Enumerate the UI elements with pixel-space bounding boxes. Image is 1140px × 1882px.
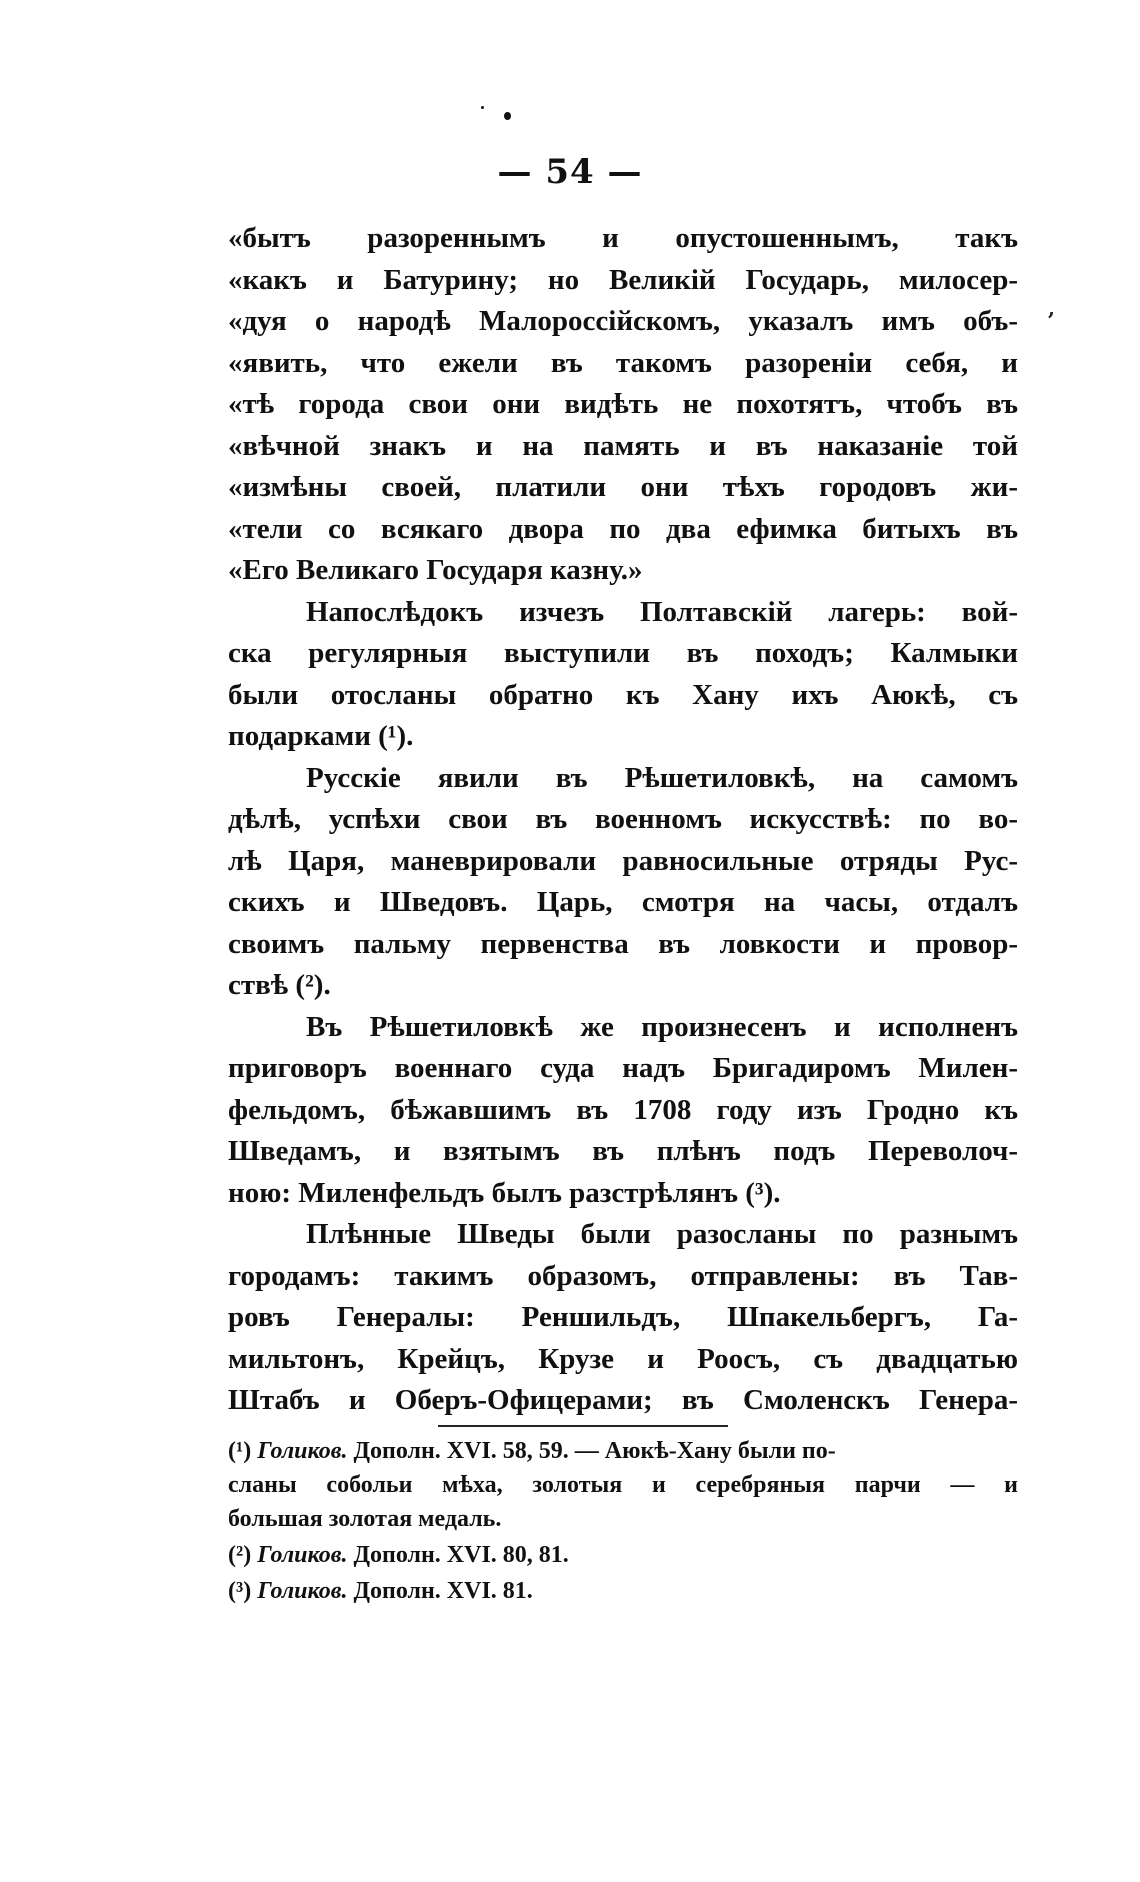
- text-line: «Его Великаго Государя казну.»: [228, 554, 643, 586]
- text-line: скихъ и Шведовъ. Царь, смотря на часы, отдалъ: [228, 886, 1018, 918]
- footnote-line: [228, 1434, 1018, 1468]
- footnote-text: Дополн. XVI. 80, 81.: [353, 1542, 569, 1568]
- text-line: «бытъ разореннымъ и опустошеннымъ, такъ: [228, 222, 1018, 254]
- footnote-marker: (²): [228, 1542, 252, 1568]
- ink-speck: [481, 106, 484, 109]
- text-line: Шведамъ, и взятымъ въ плѣнъ подъ Переволоч-: [228, 1135, 1018, 1167]
- footnote-text: Дополн. XVI. 81.: [353, 1578, 533, 1604]
- text-line: фельдомъ, бѣжавшимъ въ 1708 году изъ Гродно къ: [228, 1093, 1018, 1126]
- footnote-line: [228, 1574, 1018, 1608]
- text-line: мильтонъ, Крейцъ, Крузе и Роосъ, съ двадцатью: [228, 1342, 1018, 1375]
- footnote-text: Дополн. XVI. 58, 59. — Аюкѣ-Хану были по-: [353, 1438, 836, 1464]
- margin-mark: ,: [1048, 296, 1055, 320]
- ink-dot: [504, 112, 511, 120]
- text-line: «измѣны своей, платили они тѣхъ городовъ жи-: [228, 471, 1018, 503]
- text-line: Плѣнные Шведы были разосланы по разнымъ: [306, 1218, 1018, 1250]
- paragraph-2: [228, 592, 1018, 758]
- page-number: — 54 —: [497, 152, 643, 192]
- text-line: «тѣ города свои они видѣть не похотятъ, чтобъ въ: [228, 388, 1018, 420]
- paragraph-3: [228, 758, 1018, 1007]
- text-line: лѣ Царя, маневрировали равносильные отряды Рус-: [228, 844, 1018, 877]
- text-line: «дуя о народѣ Малороссійскомъ, указалъ имъ объ-: [228, 305, 1018, 337]
- paragraph-1: [228, 218, 1018, 592]
- footnote-3: [228, 1574, 1018, 1608]
- paragraph-5: [228, 1214, 1018, 1422]
- text-line: ною: Миленфельдъ былъ разстрѣлянъ (³).: [228, 1176, 781, 1209]
- paragraph-4: [228, 1007, 1018, 1215]
- text-line: были отосланы обратно къ Хану ихъ Аюкѣ, съ: [228, 678, 1018, 711]
- footnote-author: Голиков.: [257, 1578, 348, 1604]
- text-line: подарками (¹).: [228, 720, 414, 752]
- text-line: «тели со всякаго двора по два ефимка битыхъ въ: [228, 512, 1018, 545]
- footnote-author: Голиков.: [257, 1438, 348, 1464]
- text-line: Штабъ и Оберъ-Офицерами; въ Смоленскъ Генера-: [228, 1384, 1018, 1416]
- text-line: Русскіе явили въ Рѣшетиловкѣ, на самомъ: [306, 761, 1018, 794]
- text-line: Въ Рѣшетиловкѣ же произнесенъ и исполненъ: [306, 1010, 1018, 1043]
- text-line: ска регулярныя выступили въ походъ; Калмыки: [228, 637, 1018, 669]
- footnotes: [228, 1434, 1018, 1610]
- text-line: «вѣчной знакъ и на память и въ наказаніе той: [228, 429, 1018, 462]
- text-line: дѣлѣ, успѣхи свои въ военномъ искусствѣ: по во-: [228, 803, 1018, 835]
- text-line: «явить, что ежели въ такомъ разореніи себя, и: [228, 346, 1018, 379]
- footnote-marker: (³): [228, 1578, 252, 1604]
- footnote-1: [228, 1434, 1018, 1536]
- text-line: городамъ: такимъ образомъ, отправлены: въ Тав-: [228, 1259, 1018, 1292]
- text-line: приговоръ военнаго суда надъ Бригадиромъ Милен-: [228, 1052, 1018, 1084]
- footnote-line: сланы собольи мѣха, золотыя и серебряныя парчи — и: [228, 1472, 1018, 1498]
- footnote-author: Голиков.: [257, 1542, 348, 1568]
- main-text: [228, 218, 1018, 1422]
- footnote-line: большая золотая медаль.: [228, 1506, 502, 1532]
- text-line: «какъ и Батурину; но Великій Государь, милосер-: [228, 263, 1018, 296]
- footnote-divider: [438, 1425, 728, 1427]
- footnote-line: [228, 1538, 1018, 1572]
- text-line: ствѣ (²).: [228, 969, 331, 1001]
- text-line: Напослѣдокъ изчезъ Полтавскій лагерь: вой-: [306, 595, 1018, 628]
- text-line: своимъ пальму первенства въ ловкости и провор-: [228, 927, 1018, 960]
- footnote-2: [228, 1538, 1018, 1572]
- text-line: ровъ Генералы: Реншильдъ, Шпакельбергъ, Га-: [228, 1301, 1018, 1333]
- footnote-marker: (¹): [228, 1438, 252, 1464]
